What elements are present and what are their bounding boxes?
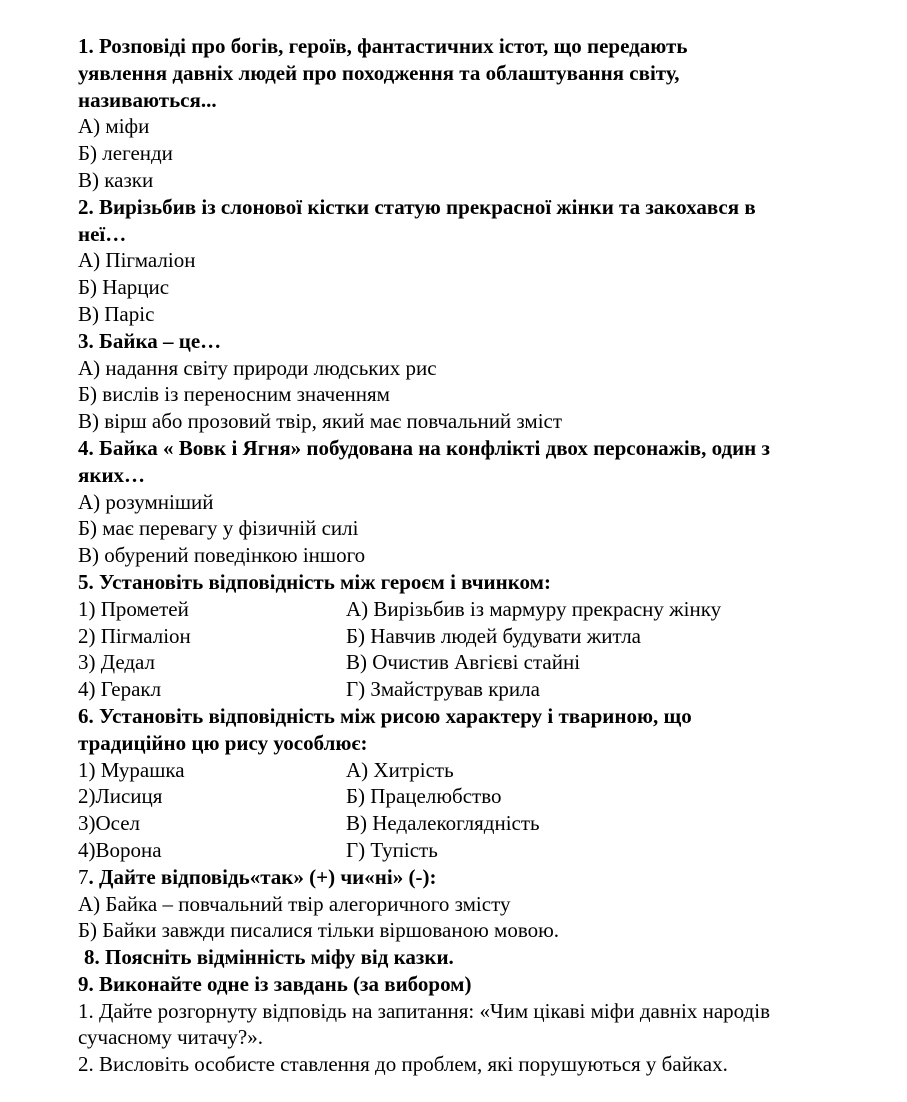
question-6-animal-3: 3)Осел: [78, 811, 141, 836]
question-5-hero-2: 2) Пігмаліон: [78, 623, 191, 648]
question-5-hero-1: 1) Прометей: [78, 596, 189, 621]
question-7-text: . Дайте відповідь«так» (+) чи«ні» (-):: [88, 864, 437, 889]
question-5-row-1: [78, 596, 878, 623]
question-5-deed-a: А) Вирізьбив із мармуру прекрасну жінку: [346, 596, 722, 621]
question-3-option-b: Б) вислів із переносним значенням: [78, 382, 390, 407]
question-5-row-2: [78, 623, 878, 650]
question-1-line-1: 1. Розповіді про богів, героїв, фантастичних істот, що передають: [78, 34, 688, 58]
question-7-line-1: [78, 864, 878, 891]
question-2-line-1: 2. Вирізьбив із слонової кістки статую прекрасної жінки та закохався в: [78, 194, 756, 219]
question-7-option-a: А) Байка – повчальний твір алегоричного змісту: [78, 891, 511, 916]
question-4-line-2: яких…: [78, 462, 146, 487]
question-5-deed-c: В) Очистив Авгієві стайні: [346, 650, 581, 675]
question-1-option-a: А) міфи: [78, 114, 150, 139]
question-1-option-c: В) казки: [78, 167, 154, 192]
question-8-line-1: 8. Поясніть відмінність міфу від казки.: [84, 945, 454, 970]
question-5-hero-3: 3) Дедал: [78, 650, 156, 675]
question-7-number: 7: [78, 864, 89, 889]
question-3-option-c: В) вірш або прозовий твір, який має повчальний зміст: [78, 409, 563, 434]
question-6-line-2: традиційно цю рису уособлює:: [78, 730, 368, 755]
question-6-trait-a: А) Хитрість: [346, 757, 454, 782]
question-6-row-1: [78, 757, 878, 784]
question-2-line-2: неї…: [78, 221, 127, 246]
question-5-row-4: [78, 676, 878, 703]
question-2-option-c: В) Паріс: [78, 301, 155, 326]
question-1-line-2: уявлення давніх людей про походження та облаштування світу,: [78, 60, 680, 85]
question-5-line-1: 5. Установіть відповідність між героєм і вчинком:: [78, 569, 551, 594]
question-3-line-1: 3. Байка – це…: [78, 328, 222, 353]
question-5-deed-b: Б) Навчив людей будувати житла: [346, 623, 641, 648]
question-6-animal-2: 2)Лисиця: [78, 784, 163, 809]
question-7-option-b: Б) Байки завжди писалися тільки віршованою мовою.: [78, 918, 560, 943]
question-2-option-b: Б) Нарцис: [78, 275, 170, 300]
test-sheet: [78, 33, 878, 1078]
question-6-row-2: [78, 783, 878, 810]
question-9-line-1: 9. Виконайте одне із завдань (за вибором): [78, 971, 472, 996]
question-9-task-1-line-1: 1. Дайте розгорнуту відповідь на запитання: «Чим цікаві міфи давніх народів: [78, 998, 770, 1023]
question-4-line-1: 4. Байка « Вовк і Ягня» побудована на конфлікті двох персонажів, один з: [78, 435, 770, 460]
question-9-task-2: 2. Висловіть особисте ставлення до проблем, які порушуються у байках.: [78, 1052, 728, 1077]
question-2-option-a: А) Пігмаліон: [78, 248, 196, 273]
question-6-trait-d: Г) Тупість: [346, 837, 438, 862]
question-6-trait-b: Б) Працелюбство: [346, 784, 502, 809]
question-5-row-3: [78, 649, 878, 676]
question-6-animal-1: 1) Мурашка: [78, 757, 185, 782]
question-1-option-b: Б) легенди: [78, 141, 173, 166]
question-1-line-3: називаються...: [78, 87, 217, 112]
question-5-deed-d: Г) Змайстрував крила: [346, 677, 540, 702]
question-6-line-1: 6. Установіть відповідність між рисою характеру і твариною, що: [78, 703, 692, 728]
question-6-row-4: [78, 837, 878, 864]
question-4-option-a: А) розумніший: [78, 489, 214, 514]
question-6-animal-4: 4)Ворона: [78, 837, 162, 862]
question-4-option-c: В) обурений поведінкою іншого: [78, 543, 366, 568]
question-3-option-a: А) надання світу природи людських рис: [78, 355, 437, 380]
question-5-hero-4: 4) Геракл: [78, 677, 162, 702]
question-4-option-b: Б) має перевагу у фізичній силі: [78, 516, 359, 541]
question-6-row-3: [78, 810, 878, 837]
question-6-trait-c: В) Недалекоглядність: [346, 811, 540, 836]
question-9-task-1-line-2: сучасному читачу?».: [78, 1025, 263, 1050]
